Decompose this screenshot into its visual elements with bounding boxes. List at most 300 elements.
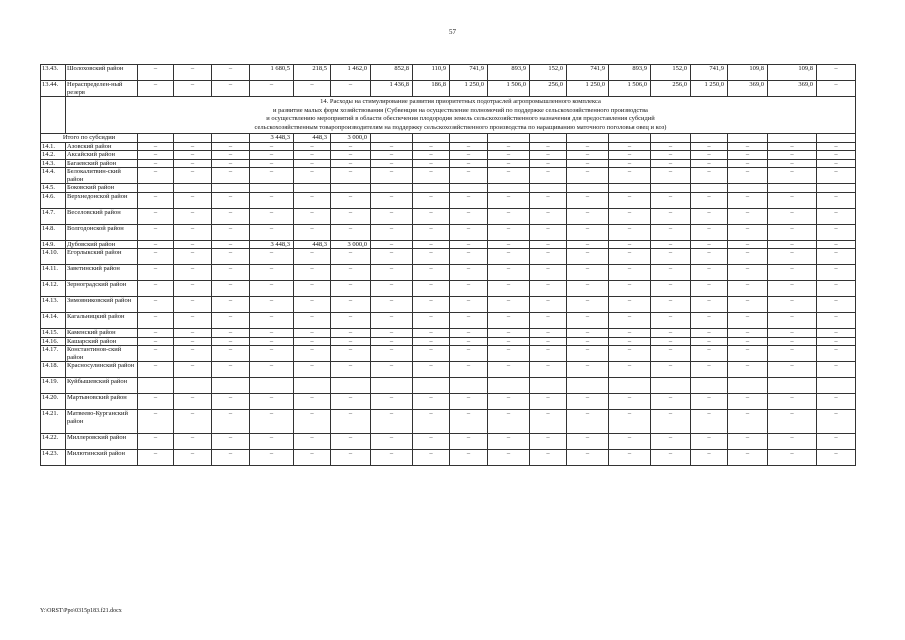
value-cell: –	[691, 265, 728, 281]
value-cell: –	[413, 313, 450, 329]
table-row	[41, 240, 856, 249]
value-cell: –	[768, 168, 817, 184]
value-cell: –	[530, 159, 567, 168]
value-cell: 448,3	[294, 134, 331, 143]
value-cell: –	[728, 313, 768, 329]
value-cell: –	[691, 208, 728, 224]
value-cell: –	[371, 281, 413, 297]
value-cell: –	[530, 281, 567, 297]
value-cell	[530, 184, 567, 193]
value-cell: –	[609, 224, 651, 240]
value-cell: –	[138, 240, 174, 249]
value-cell: –	[413, 151, 450, 160]
value-cell: –	[250, 192, 294, 208]
section-header-row	[41, 97, 856, 134]
value-cell: –	[294, 142, 331, 151]
value-cell: –	[294, 81, 331, 97]
value-cell: –	[413, 410, 450, 434]
value-cell: –	[728, 142, 768, 151]
value-cell: –	[609, 159, 651, 168]
value-cell: –	[728, 346, 768, 362]
value-cell: –	[691, 142, 728, 151]
table-row	[41, 159, 856, 168]
value-cell: –	[728, 410, 768, 434]
value-cell: –	[609, 192, 651, 208]
value-cell: –	[567, 410, 609, 434]
value-cell: –	[488, 394, 530, 410]
value-cell: –	[174, 433, 212, 449]
row-code: 14.16.	[41, 337, 66, 346]
value-cell	[174, 134, 212, 143]
value-cell: –	[609, 449, 651, 465]
table-row	[41, 65, 856, 81]
value-cell: –	[768, 265, 817, 281]
value-cell: –	[817, 224, 856, 240]
value-cell: –	[450, 313, 488, 329]
value-cell: 1 250,0	[691, 81, 728, 97]
value-cell: –	[413, 192, 450, 208]
value-cell: –	[250, 159, 294, 168]
value-cell: –	[174, 65, 212, 81]
row-district-name: Багаевский район	[66, 159, 138, 168]
value-cell: –	[728, 394, 768, 410]
value-cell: –	[294, 151, 331, 160]
row-district-name: Боковский район	[66, 184, 138, 193]
row-code: 14.8.	[41, 224, 66, 240]
value-cell: –	[728, 159, 768, 168]
value-cell: –	[294, 329, 331, 338]
value-cell: 369,0	[768, 81, 817, 97]
value-cell: –	[371, 224, 413, 240]
value-cell: –	[567, 449, 609, 465]
value-cell: –	[530, 168, 567, 184]
row-code: 14.1.	[41, 142, 66, 151]
value-cell: –	[651, 151, 691, 160]
value-cell: –	[768, 208, 817, 224]
value-cell	[250, 184, 294, 193]
value-cell: –	[728, 265, 768, 281]
row-code: 14.17.	[41, 346, 66, 362]
value-cell: –	[250, 168, 294, 184]
value-cell	[331, 184, 371, 193]
value-cell: –	[768, 362, 817, 378]
value-cell: 1 462,0	[331, 65, 371, 81]
value-cell: –	[450, 433, 488, 449]
value-cell: –	[250, 208, 294, 224]
value-cell: –	[651, 362, 691, 378]
value-cell: –	[651, 394, 691, 410]
row-code: 14.10.	[41, 249, 66, 265]
value-cell: –	[768, 281, 817, 297]
value-cell: –	[728, 168, 768, 184]
value-cell: –	[138, 65, 174, 81]
value-cell: –	[371, 410, 413, 434]
value-cell: –	[138, 410, 174, 434]
value-cell: –	[413, 449, 450, 465]
row-code: 14.13.	[41, 297, 66, 313]
value-cell: –	[371, 346, 413, 362]
row-district-name: Куйбышевский район	[66, 378, 138, 394]
value-cell: –	[768, 449, 817, 465]
value-cell: –	[371, 337, 413, 346]
value-cell	[728, 134, 768, 143]
value-cell: –	[371, 362, 413, 378]
value-cell: –	[691, 346, 728, 362]
value-cell: –	[413, 240, 450, 249]
value-cell: –	[450, 151, 488, 160]
value-cell	[691, 378, 728, 394]
row-code: 14.12.	[41, 281, 66, 297]
value-cell	[567, 378, 609, 394]
value-cell: –	[728, 240, 768, 249]
value-cell: –	[488, 265, 530, 281]
value-cell: –	[294, 249, 331, 265]
value-cell: –	[331, 329, 371, 338]
value-cell: –	[331, 433, 371, 449]
value-cell: –	[212, 297, 250, 313]
value-cell: –	[212, 410, 250, 434]
value-cell: –	[371, 168, 413, 184]
value-cell: 1 506,0	[609, 81, 651, 97]
value-cell: –	[488, 192, 530, 208]
table-row	[41, 337, 856, 346]
table-row	[41, 184, 856, 193]
row-district-name: Веселовский район	[66, 208, 138, 224]
row-code: 14.15.	[41, 329, 66, 338]
table-row	[41, 249, 856, 265]
value-cell: –	[294, 168, 331, 184]
value-cell: –	[567, 329, 609, 338]
value-cell: –	[371, 313, 413, 329]
value-cell: –	[212, 281, 250, 297]
value-cell: –	[651, 159, 691, 168]
value-cell: –	[212, 168, 250, 184]
value-cell: –	[728, 224, 768, 240]
row-code: 14.19.	[41, 378, 66, 394]
value-cell: 3 000,0	[331, 240, 371, 249]
value-cell: –	[488, 346, 530, 362]
row-code: 14.23.	[41, 449, 66, 465]
value-cell	[450, 134, 488, 143]
value-cell	[371, 184, 413, 193]
value-cell: 109,8	[728, 65, 768, 81]
value-cell: –	[331, 297, 371, 313]
value-cell: –	[609, 297, 651, 313]
value-cell: –	[331, 362, 371, 378]
value-cell: –	[212, 362, 250, 378]
value-cell: –	[138, 168, 174, 184]
value-cell: –	[530, 346, 567, 362]
value-cell: –	[530, 410, 567, 434]
value-cell	[138, 378, 174, 394]
value-cell	[413, 134, 450, 143]
row-code: 14.6.	[41, 192, 66, 208]
value-cell: –	[174, 240, 212, 249]
table-row	[41, 433, 856, 449]
value-cell: –	[250, 142, 294, 151]
section-title	[66, 97, 856, 134]
row-code: 14.11.	[41, 265, 66, 281]
value-cell	[371, 378, 413, 394]
value-cell: –	[450, 337, 488, 346]
value-cell: –	[138, 362, 174, 378]
value-cell: –	[250, 224, 294, 240]
value-cell	[530, 134, 567, 143]
value-cell: –	[212, 337, 250, 346]
value-cell: –	[212, 313, 250, 329]
value-cell: –	[250, 81, 294, 97]
value-cell: –	[138, 81, 174, 97]
value-cell: –	[817, 297, 856, 313]
value-cell: –	[567, 142, 609, 151]
value-cell: –	[651, 224, 691, 240]
value-cell: –	[413, 224, 450, 240]
table-row	[41, 281, 856, 297]
value-cell: –	[250, 410, 294, 434]
value-cell: –	[609, 394, 651, 410]
value-cell: –	[817, 329, 856, 338]
value-cell: –	[174, 394, 212, 410]
value-cell	[609, 184, 651, 193]
value-cell: –	[488, 240, 530, 249]
value-cell: –	[331, 151, 371, 160]
budget-table	[40, 64, 856, 466]
value-cell: –	[691, 433, 728, 449]
value-cell: –	[567, 159, 609, 168]
value-cell: –	[450, 449, 488, 465]
value-cell: –	[768, 159, 817, 168]
table-row	[41, 449, 856, 465]
value-cell: –	[138, 313, 174, 329]
value-cell	[817, 134, 856, 143]
value-cell: –	[567, 240, 609, 249]
value-cell: –	[138, 449, 174, 465]
value-cell: 186,8	[413, 81, 450, 97]
value-cell: –	[174, 337, 212, 346]
value-cell: –	[728, 192, 768, 208]
value-cell: –	[728, 208, 768, 224]
row-district-name: Каменский район	[66, 329, 138, 338]
row-code: 14.5.	[41, 184, 66, 193]
value-cell: –	[728, 449, 768, 465]
value-cell: –	[371, 265, 413, 281]
table-row	[41, 265, 856, 281]
value-cell: –	[331, 449, 371, 465]
value-cell: –	[817, 249, 856, 265]
value-cell: –	[371, 159, 413, 168]
value-cell	[250, 378, 294, 394]
value-cell: –	[250, 297, 294, 313]
table-row	[41, 297, 856, 313]
value-cell: –	[294, 297, 331, 313]
value-cell: –	[817, 159, 856, 168]
value-cell: –	[817, 65, 856, 81]
footer-file-path: Y:\ORST\Ppo\0315p183.f21.docx	[40, 608, 122, 614]
value-cell: –	[212, 240, 250, 249]
value-cell	[371, 134, 413, 143]
value-cell: –	[413, 168, 450, 184]
value-cell: –	[250, 346, 294, 362]
value-cell: –	[651, 240, 691, 249]
value-cell: –	[212, 265, 250, 281]
total-row	[41, 134, 856, 143]
value-cell: 741,9	[691, 65, 728, 81]
value-cell: –	[609, 281, 651, 297]
value-cell: –	[651, 337, 691, 346]
row-district-name: Красносулинский район	[66, 362, 138, 378]
section-title-line: 14. Расходы на стимулирование развития приоритетных подотраслей агропромышленного комплекса	[320, 98, 601, 105]
value-cell	[450, 378, 488, 394]
row-district-name: Зимовниковский район	[66, 297, 138, 313]
value-cell: –	[817, 362, 856, 378]
value-cell: –	[567, 265, 609, 281]
value-cell	[567, 134, 609, 143]
value-cell: –	[294, 346, 331, 362]
value-cell: –	[817, 410, 856, 434]
value-cell: –	[817, 151, 856, 160]
value-cell: –	[817, 394, 856, 410]
value-cell: –	[609, 313, 651, 329]
row-code: 14.7.	[41, 208, 66, 224]
value-cell: –	[530, 224, 567, 240]
value-cell: –	[609, 142, 651, 151]
value-cell: –	[691, 159, 728, 168]
value-cell: –	[651, 208, 691, 224]
value-cell: –	[174, 224, 212, 240]
value-cell: –	[331, 337, 371, 346]
value-cell	[530, 378, 567, 394]
value-cell: 3 448,3	[250, 240, 294, 249]
value-cell: 109,8	[768, 65, 817, 81]
value-cell: –	[567, 281, 609, 297]
value-cell: –	[174, 81, 212, 97]
row-district-name: Верхнедонской район	[66, 192, 138, 208]
value-cell: 152,0	[530, 65, 567, 81]
value-cell: –	[371, 329, 413, 338]
value-cell	[609, 134, 651, 143]
value-cell	[450, 184, 488, 193]
value-cell: –	[450, 168, 488, 184]
value-cell: –	[212, 346, 250, 362]
value-cell: –	[294, 394, 331, 410]
row-district-name: Зерноградский район	[66, 281, 138, 297]
value-cell	[768, 378, 817, 394]
value-cell: 369,0	[728, 81, 768, 97]
value-cell: –	[294, 433, 331, 449]
value-cell: –	[567, 208, 609, 224]
value-cell: –	[691, 192, 728, 208]
value-cell: –	[212, 192, 250, 208]
value-cell: –	[817, 240, 856, 249]
value-cell: –	[817, 346, 856, 362]
value-cell: –	[530, 265, 567, 281]
row-district-name: Азовский район	[66, 142, 138, 151]
value-cell: –	[728, 151, 768, 160]
value-cell: –	[138, 151, 174, 160]
value-cell: –	[651, 346, 691, 362]
row-code: 14.9.	[41, 240, 66, 249]
value-cell	[651, 378, 691, 394]
value-cell	[138, 184, 174, 193]
row-district-name: Константинов-ский район	[66, 346, 138, 362]
table-row	[41, 224, 856, 240]
value-cell	[413, 184, 450, 193]
row-district-name: Аксайский район	[66, 151, 138, 160]
value-cell: –	[450, 281, 488, 297]
value-cell: –	[450, 346, 488, 362]
row-code: 13.43.	[41, 65, 66, 81]
row-district-name: Нераспределен-ный резерв	[66, 81, 138, 97]
value-cell: –	[250, 265, 294, 281]
value-cell: –	[174, 192, 212, 208]
value-cell: –	[174, 297, 212, 313]
value-cell: –	[250, 151, 294, 160]
value-cell: –	[413, 329, 450, 338]
value-cell: –	[530, 142, 567, 151]
value-cell: –	[768, 249, 817, 265]
value-cell	[817, 184, 856, 193]
value-cell: –	[530, 449, 567, 465]
value-cell: –	[174, 313, 212, 329]
value-cell: –	[174, 168, 212, 184]
table-row	[41, 362, 856, 378]
value-cell: –	[331, 313, 371, 329]
value-cell: 893,9	[609, 65, 651, 81]
value-cell: 110,9	[413, 65, 450, 81]
value-cell: –	[488, 449, 530, 465]
row-code: 14.3.	[41, 159, 66, 168]
value-cell: –	[450, 159, 488, 168]
value-cell: –	[651, 449, 691, 465]
value-cell: –	[138, 297, 174, 313]
value-cell: –	[294, 362, 331, 378]
value-cell: –	[817, 433, 856, 449]
table-row	[41, 142, 856, 151]
value-cell: –	[567, 394, 609, 410]
value-cell: –	[691, 249, 728, 265]
value-cell: –	[530, 192, 567, 208]
value-cell: –	[174, 362, 212, 378]
table-row	[41, 151, 856, 160]
value-cell: –	[413, 142, 450, 151]
value-cell: –	[768, 329, 817, 338]
value-cell: –	[331, 224, 371, 240]
value-cell: –	[413, 433, 450, 449]
value-cell: –	[728, 362, 768, 378]
value-cell: 3 448,3	[250, 134, 294, 143]
value-cell	[768, 184, 817, 193]
value-cell: –	[530, 297, 567, 313]
value-cell: –	[294, 192, 331, 208]
value-cell: –	[413, 281, 450, 297]
value-cell: –	[413, 159, 450, 168]
value-cell: –	[488, 168, 530, 184]
value-cell: –	[651, 329, 691, 338]
value-cell: –	[250, 329, 294, 338]
value-cell: –	[371, 208, 413, 224]
row-district-name: Мартыновский район	[66, 394, 138, 410]
value-cell: 448,3	[294, 240, 331, 249]
value-cell: –	[413, 208, 450, 224]
value-cell: –	[450, 265, 488, 281]
value-cell	[331, 378, 371, 394]
value-cell: –	[651, 281, 691, 297]
value-cell: –	[488, 159, 530, 168]
row-code: 14.4.	[41, 168, 66, 184]
value-cell: –	[530, 313, 567, 329]
value-cell: –	[609, 337, 651, 346]
value-cell: –	[331, 346, 371, 362]
